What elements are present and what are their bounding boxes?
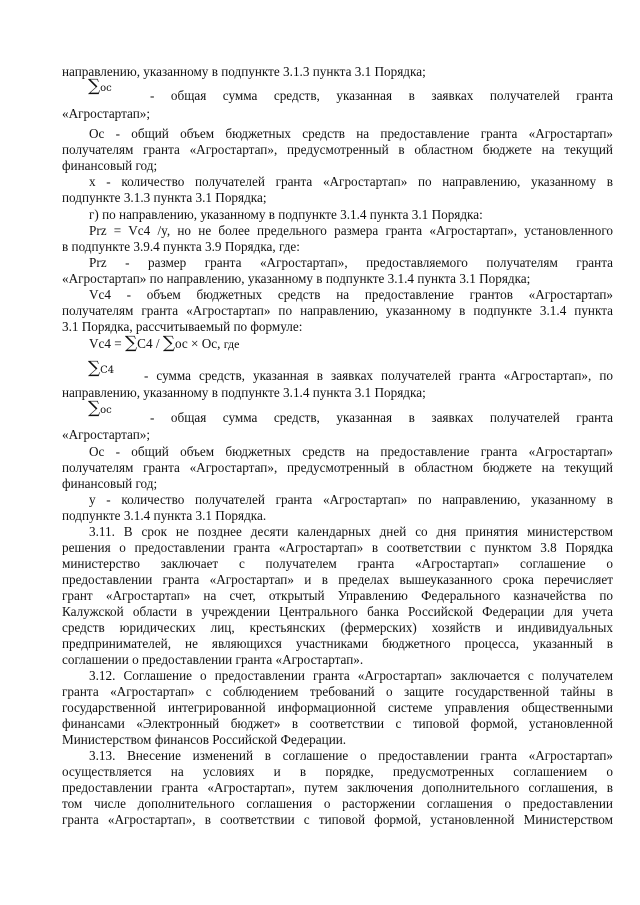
text-line: 3.11. В срок не позднее десяти календарных дней со дня принятия министерством (89, 524, 613, 539)
text-line: г) по направлению, указанному в подпункте 3.1.4 пункта 3.1 Порядка: (89, 207, 483, 222)
sum-sigma-symbol: ∑ос (88, 76, 112, 96)
text-line: - общая сумма средств, указанная в заявках получателей гранта (150, 410, 613, 425)
text-line: 3.1 Порядка, рассчитываемый по формуле: (62, 319, 303, 334)
text-line: получателям гранта «Агростартап», предусмотренный в областном бюджете на текущий (62, 460, 613, 475)
text-line: направлению, указанному в подпункте 3.1.4 пункта 3.1 Порядка; (62, 385, 426, 400)
text-line: гранта «Агростартап» с соблюдением требований о защите государственной тайны в (62, 684, 613, 699)
text-line: направлению, указанному в подпункте 3.1.3 пункта 3.1 Порядка; (62, 64, 426, 79)
text-line: гранта «Агростартап», в соответствии с типовой формой, установленной Министерством (62, 812, 613, 827)
text-line: Министерством финансов Российской Федерации. (62, 732, 347, 747)
text-line: - сумма средств, указанная в заявках получателей гранта «Агростартап», по (144, 368, 613, 383)
text-line: «Агростартап»; (62, 427, 151, 442)
text-line: х - количество получателей гранта «Агростартап» по направлению, указанному в (89, 174, 613, 189)
text-line: Prz - размер гранта «Агростартап», предоставляемого получателям гранта (89, 255, 613, 270)
text-line: Ос - общий объем бюджетных средств на предоставление гранта «Агростартап» (89, 444, 613, 459)
text-line: предоставлении гранта «Агростартап» и в пределах вышеуказанного срока перечисляет (62, 572, 613, 587)
vc4-formula: Vc4 = ∑С4 / ∑ос × Ос, где (89, 333, 240, 353)
text-line: министерство заключает с получателем гранта «Агростартап» соглашение о (62, 556, 613, 571)
text-line: подпункте 3.1.3 пункта 3.1 Порядка; (62, 190, 267, 205)
text-line: «Агростартап»; (62, 106, 151, 121)
text-line: в подпункте 3.9.4 пункта 3.9 Порядка, где: (62, 239, 300, 254)
text-line: подпункте 3.1.4 пункта 3.1 Порядка. (62, 508, 267, 523)
text-line: 3.13. Внесение изменений в соглашение о предоставлении гранта «Агростартап» (89, 748, 613, 763)
text-line: предпринимателей, не являющихся участниками бюджетного процесса, указанный в (62, 636, 613, 651)
text-line: грант «Агростартап» на счет, открытый Управлению Федерального казначейства по (62, 588, 613, 603)
text-line: Vc4 - объем бюджетных средств на предоставление грантов «Агростартап» (89, 287, 613, 302)
text-line: предоставлении гранта «Агростартап», путем заключения дополнительного соглашения, в (62, 780, 613, 795)
text-line: осуществляется на условиях и в порядке, предусмотренных соглашением о (62, 764, 613, 779)
text-line: Ос - общий объем бюджетных средств на предоставление гранта «Агростартап» (89, 126, 613, 141)
text-line: соглашении о предоставлении гранта «Агростартап». (62, 652, 364, 667)
text-line: «Агростартап» по направлению, указанному в подпункте 3.1.4 пункта 3.1 Порядка; (62, 271, 531, 286)
text-line: средств юридических лиц, крестьянских (фермерских) хозяйств и индивидуальных (62, 620, 613, 635)
text-line: финансовый год; (62, 158, 158, 173)
text-line: 3.12. Соглашение о предоставлении гранта «Агростартап» заключается с получателем (89, 668, 613, 683)
text-line: финансовый год; (62, 476, 158, 491)
text-line: финансами «Электронный бюджет» в соответствии с типовой формой, установленной (62, 716, 613, 731)
sum-sigma-symbol: ∑ос (88, 398, 112, 418)
text-line: решения о предоставлении гранта «Агростартап» в соответствии с пунктом 3.8 Порядка (62, 540, 613, 555)
text-line: - общая сумма средств, указанная в заявках получателей гранта (150, 88, 613, 103)
text-line: получателям гранта «Агростартап», предусмотренный в областном бюджете на текущий (62, 142, 613, 157)
text-line: Prz = Vc4 /y, но не более предельного размера гранта «Агростартап», установленного (89, 223, 613, 238)
text-line: том числе дополнительного соглашения о расторжении соглашения о предоставлении (62, 796, 613, 811)
text-line: государственной интегрированной информационной системе управления общественными (62, 700, 613, 715)
sum-sigma-symbol: ∑С4 (88, 358, 115, 378)
text-line: у - количество получателей гранта «Агростартап» по направлению, указанному в (89, 492, 613, 507)
text-line: Калужской области в учреждении Центрального банка Российской Федерации для учета (62, 604, 613, 619)
text-line: получателям гранта «Агростартап» по направлению, указанному в подпункте 3.1.4 пункта (62, 303, 613, 318)
